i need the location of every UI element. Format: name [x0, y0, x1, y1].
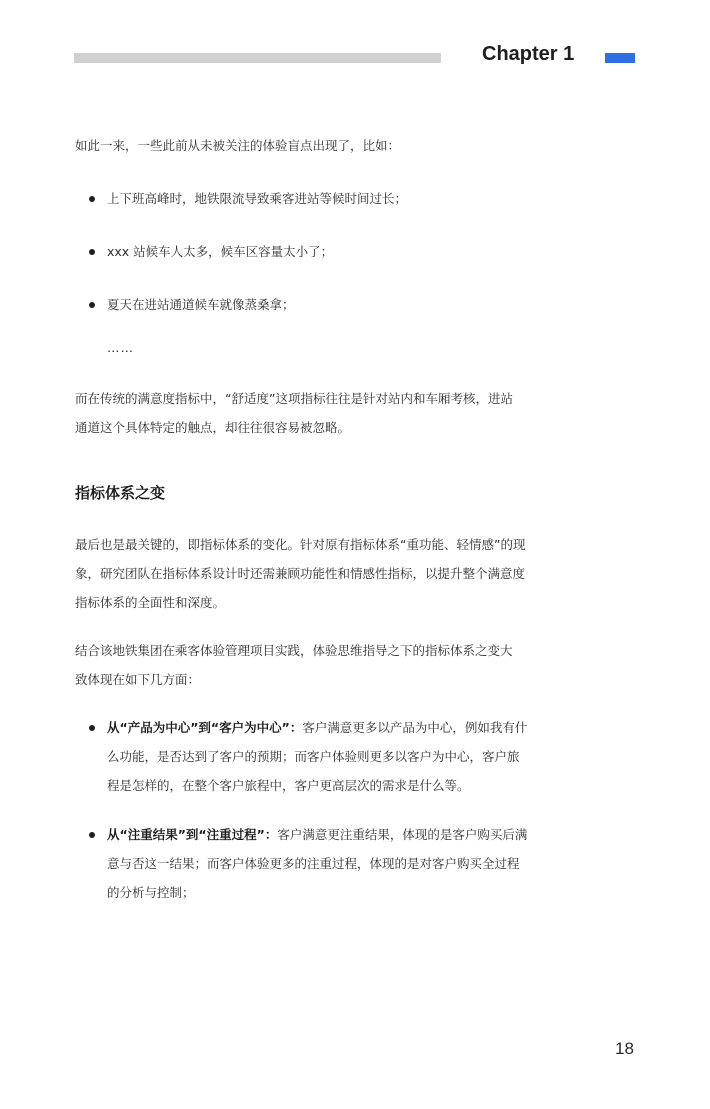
- list-item-line: 的分析与控制；: [107, 885, 195, 900]
- list-item-text: [107, 713, 547, 800]
- list-item-text: 上下班高峰时，地铁限流导致乘客进站等候时间过长；: [107, 191, 408, 206]
- comfort-paragraph: [75, 384, 545, 442]
- list-item-text: xxx 站候车人太多，候车区容量太小了；: [107, 244, 334, 259]
- indicator-paragraph: [75, 530, 545, 617]
- paragraph-line: 通道这个具体特定的触点，却往往很容易被忽略。: [75, 420, 351, 435]
- header-divider-bar: [74, 53, 441, 63]
- list-item-line: [107, 820, 547, 849]
- intro-paragraph: 如此一来，一些此前从未被关注的体验盲点出现了，比如：: [75, 138, 401, 153]
- header-accent-block: [605, 53, 635, 63]
- list-item-bold-lead: 从“产品为中心”到“客户为中心”：: [107, 720, 303, 735]
- paragraph-line: 指标体系的全面性和深度。: [75, 595, 226, 610]
- list-item-bold-lead: 从“注重结果”到“注重过程”：: [107, 827, 278, 842]
- list-item-line-rest: 客户满意更多以产品为中心，例如我有什: [302, 720, 528, 735]
- section-heading: 指标体系之变: [75, 484, 166, 502]
- list-item-line-rest: 客户满意更注重结果，体现的是客户购买后满: [277, 827, 528, 842]
- page-number: 18: [615, 1039, 634, 1058]
- bullet-dot-icon: [89, 249, 95, 255]
- list-item-line: [107, 713, 547, 742]
- paragraph-line: 结合该地铁集团在乘客体验管理项目实践，体验思维指导之下的指标体系之变大: [75, 643, 513, 658]
- paragraph-line: 最后也是最关键的，即指标体系的变化。针对原有指标体系“重功能、轻情感”的现: [75, 537, 526, 552]
- list-item-text: 夏天在进站通道候车就像蒸桑拿；: [107, 297, 295, 312]
- paragraph-line: 象，研究团队在指标体系设计时还需兼顾功能性和情感性指标，以提升整个满意度: [75, 566, 526, 581]
- bullet-dot-icon: [89, 196, 95, 202]
- ellipsis: ……: [107, 340, 134, 355]
- list-item-line: 意与否这一结果；而客户体验更多的注重过程，体现的是对客户购买全过程: [107, 856, 520, 871]
- bullet-dot-icon: [89, 832, 95, 838]
- list-item-text: [107, 820, 547, 907]
- chapter-title: Chapter 1: [482, 43, 575, 65]
- list-item-line: 么功能，是否达到了客户的预期；而客户体验则更多以客户为中心，客户旅: [107, 749, 520, 764]
- list-item-line: 程是怎样的，在整个客户旅程中，客户更高层次的需求是什么等。: [107, 778, 470, 793]
- bullet-dot-icon: [89, 302, 95, 308]
- practice-paragraph: [75, 636, 545, 694]
- paragraph-line: 致体现在如下几方面：: [75, 672, 201, 687]
- bullet-dot-icon: [89, 725, 95, 731]
- paragraph-line: 而在传统的满意度指标中，“舒适度”这项指标往往是针对站内和车厢考核，进站: [75, 391, 513, 406]
